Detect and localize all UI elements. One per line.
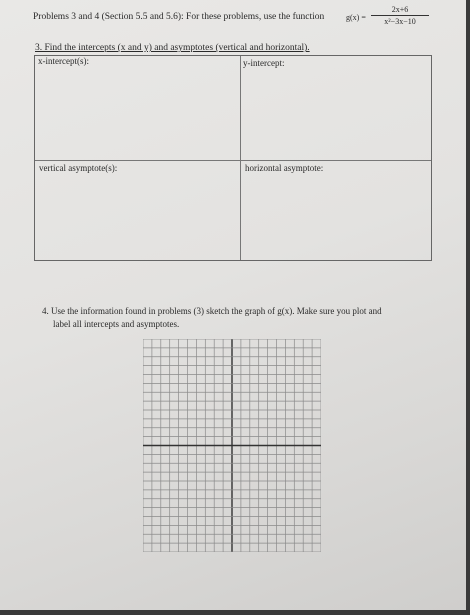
function-fraction [371,5,429,26]
x-intercepts-label: x-intercept(s): [38,56,89,66]
function-name: g(x) = [346,13,366,22]
problem-3-text: 3. Find the intercepts (x and y) and asymptotes (vertical and horizontal). [35,43,310,53]
instructions-header: Problems 3 and 4 (Section 5.5 and 5.6): For these problems, use the function [33,12,325,22]
problem-4-line-2: label all intercepts and asymptotes. [53,319,180,329]
answer-table [34,55,432,261]
table-divider-vertical [240,56,241,260]
graph-grid [143,339,321,552]
problem-3-prompt [35,43,310,53]
function-numerator: 2x+6 [371,5,429,16]
function-denominator: x²−3x−10 [384,17,416,26]
horizontal-asymptote-label: horizontal asymptote: [245,163,324,173]
y-intercept-label: y-intercept: [243,58,285,68]
vertical-asymptotes-label: vertical asymptote(s): [39,163,118,173]
table-divider-horizontal [35,160,431,161]
problem-4-line-1: 4. Use the information found in problems (3) sketch the graph of g(x). Make sure you plot and [42,306,382,316]
